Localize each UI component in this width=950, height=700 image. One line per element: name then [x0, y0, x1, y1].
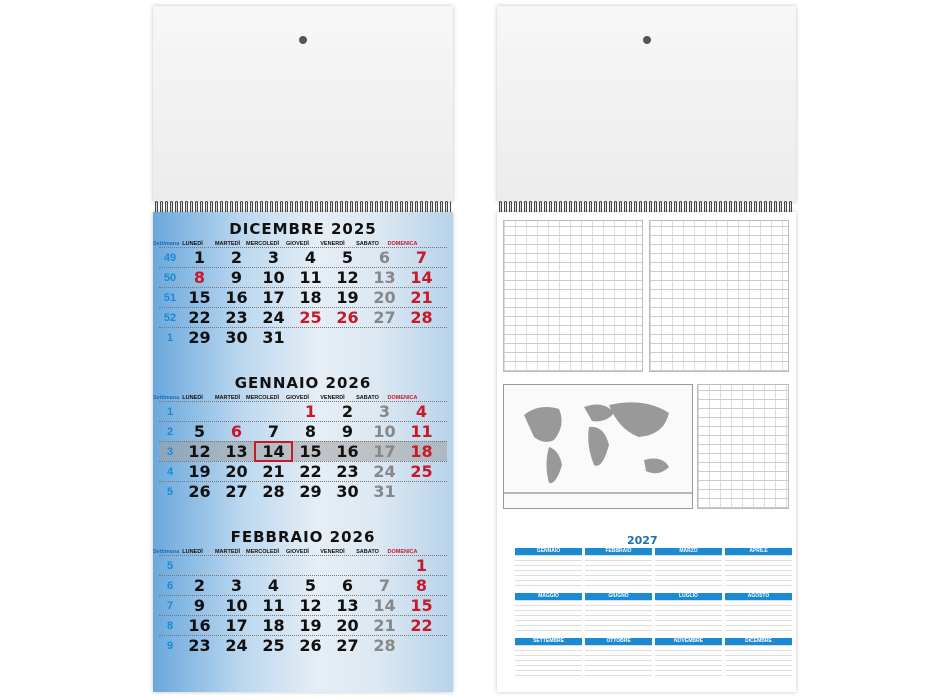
day-cell: 24: [225, 636, 248, 655]
week-number: 2: [166, 425, 174, 438]
weekday-header: GIOVEDÌ: [286, 549, 309, 555]
week-number: 7: [166, 599, 174, 612]
day-cell: 18: [262, 616, 285, 635]
mini-month: [585, 638, 652, 680]
week-number: 51: [163, 291, 177, 304]
day-cell: 30: [225, 328, 248, 347]
day-cell: 28: [410, 308, 433, 327]
day-cell: 13: [373, 268, 396, 287]
week-number: 1: [166, 331, 174, 344]
day-cell: 1: [193, 248, 206, 267]
day-cell: 28: [262, 482, 285, 501]
day-cell: 9: [230, 268, 243, 287]
day-cell: 6: [378, 248, 391, 267]
holiday-table-left: [503, 220, 643, 372]
week-row: [159, 555, 447, 575]
day-cell: 14: [255, 442, 292, 461]
day-cell: 14: [373, 596, 396, 615]
three-month-calendar: [153, 212, 453, 692]
month-title: FEBBRAIO 2026: [230, 528, 376, 546]
day-cell: 20: [225, 462, 248, 481]
day-cell: 10: [262, 268, 285, 287]
week-number: 4: [166, 465, 174, 478]
weekday-header: MERCOLEDÌ: [246, 549, 279, 555]
day-cell: 3: [267, 248, 280, 267]
week-row: [159, 307, 447, 327]
week-number: 1: [166, 405, 174, 418]
mini-month: [725, 548, 792, 590]
day-cell: 8: [415, 576, 428, 595]
mini-month: [585, 548, 652, 590]
day-cell: 5: [304, 576, 317, 595]
day-cell: 19: [299, 616, 322, 635]
mini-month-grid: [655, 645, 722, 680]
day-cell: 21: [373, 616, 396, 635]
day-cell: 7: [378, 576, 391, 595]
week-row: [159, 327, 447, 347]
week-row: [159, 461, 447, 481]
mini-month-grid: [585, 600, 652, 635]
day-cell: 16: [225, 288, 248, 307]
day-cell: 3: [378, 402, 391, 421]
day-cell: 20: [373, 288, 396, 307]
weekday-header: MERCOLEDÌ: [246, 395, 279, 401]
weekday-header: SABATO: [356, 241, 379, 247]
weekday-header-row: [153, 395, 453, 401]
week-number: 52: [163, 311, 177, 324]
mini-month-title: GENNAIO: [515, 548, 582, 555]
day-cell: 28: [373, 636, 396, 655]
mini-month-grid: [725, 645, 792, 680]
day-cell: 9: [341, 422, 354, 441]
weekday-header: VENERDÌ: [320, 549, 345, 555]
mini-month: [655, 548, 722, 590]
week-row: [159, 575, 447, 595]
day-cell: 26: [188, 482, 211, 501]
world-timezone-map: [503, 384, 693, 509]
day-cell: 24: [373, 462, 396, 481]
day-cell: 7: [415, 248, 428, 267]
week-row: [159, 635, 447, 655]
week-number: 8: [166, 619, 174, 632]
day-cell: 17: [262, 288, 285, 307]
week-row: [159, 247, 447, 267]
week-row: [159, 267, 447, 287]
month-block: [153, 374, 453, 501]
mini-month-title: LUGLIO: [655, 593, 722, 600]
day-cell: 11: [262, 596, 285, 615]
week-number: 5: [166, 485, 174, 498]
day-cell: 6: [341, 576, 354, 595]
month-title: DICEMBRE 2025: [229, 220, 377, 238]
mini-month-grid: [515, 555, 582, 590]
month-block: [153, 220, 453, 347]
day-cell: 27: [373, 308, 396, 327]
weekday-header: LUNEDÌ: [182, 549, 203, 555]
week-row: [159, 441, 447, 461]
weekday-header-row: [153, 549, 453, 555]
mini-month: [655, 638, 722, 680]
mini-month-title: MARZO: [655, 548, 722, 555]
week-number: 6: [166, 579, 174, 592]
day-cell: 21: [262, 462, 285, 481]
weekday-header: SABATO: [356, 395, 379, 401]
day-cell: 29: [188, 328, 211, 347]
day-cell: 20: [336, 616, 359, 635]
mini-year-title: 2027: [627, 534, 658, 547]
mini-month: [515, 548, 582, 590]
day-cell: 1: [304, 402, 317, 421]
day-cell: 22: [188, 308, 211, 327]
day-cell: 22: [299, 462, 322, 481]
day-cell: 6: [230, 422, 243, 441]
weekday-header: LUNEDÌ: [182, 395, 203, 401]
weekday-header: Settimana: [153, 549, 180, 555]
day-cell: 3: [230, 576, 243, 595]
day-cell: 25: [410, 462, 433, 481]
mini-month-title: OTTOBRE: [585, 638, 652, 645]
day-cell: 26: [336, 308, 359, 327]
day-cell: 7: [267, 422, 280, 441]
mini-month-title: SETTEMBRE: [515, 638, 582, 645]
day-cell: 9: [193, 596, 206, 615]
day-cell: 2: [230, 248, 243, 267]
day-cell: 4: [304, 248, 317, 267]
weekday-header: DOMENICA: [387, 395, 418, 401]
month-block: [153, 528, 453, 655]
mini-month-grid: [515, 645, 582, 680]
weekday-header: Settimana: [153, 395, 180, 401]
weekday-header: DOMENICA: [387, 241, 418, 247]
right-calendar-header-board: [497, 6, 796, 202]
week-number: 3: [166, 445, 174, 458]
day-cell: 17: [373, 442, 396, 461]
day-cell: 23: [336, 462, 359, 481]
mini-month: [515, 638, 582, 680]
day-cell: 12: [336, 268, 359, 287]
weekday-header-row: [153, 241, 453, 247]
week-row: [159, 595, 447, 615]
day-cell: 27: [225, 482, 248, 501]
week-number: 50: [163, 271, 177, 284]
left-calendar-header-board: [153, 6, 453, 202]
mini-month-title: MAGGIO: [515, 593, 582, 600]
day-cell: 11: [410, 422, 433, 441]
mini-month-grid: [655, 600, 722, 635]
world-map-icon: [504, 385, 692, 508]
day-cell: 16: [336, 442, 359, 461]
weekday-header: VENERDÌ: [320, 395, 345, 401]
day-cell: 26: [299, 636, 322, 655]
day-cell: 29: [299, 482, 322, 501]
weekday-header: MERCOLEDÌ: [246, 241, 279, 247]
mini-month-grid: [585, 555, 652, 590]
week-row: [159, 287, 447, 307]
calendar-back-side: [497, 212, 796, 692]
weekday-header: GIOVEDÌ: [286, 395, 309, 401]
mini-month: [655, 593, 722, 635]
weekday-header: MARTEDÌ: [214, 241, 241, 247]
week-number: 9: [166, 639, 174, 652]
mini-month-title: DICEMBRE: [725, 638, 792, 645]
week-number: 5: [166, 559, 174, 572]
day-cell: 31: [262, 328, 285, 347]
mini-month-title: FEBBRAIO: [585, 548, 652, 555]
day-cell: 2: [341, 402, 354, 421]
day-cell: 27: [336, 636, 359, 655]
day-cell: 24: [262, 308, 285, 327]
week-row: [159, 481, 447, 501]
weekday-header: Settimana: [153, 241, 180, 247]
mini-month-title: GIUGNO: [585, 593, 652, 600]
weekday-header: MARTEDÌ: [214, 549, 241, 555]
weekday-header: VENERDÌ: [320, 241, 345, 247]
day-cell: 18: [299, 288, 322, 307]
mini-month: [585, 593, 652, 635]
day-cell: 8: [304, 422, 317, 441]
day-cell: 23: [225, 308, 248, 327]
weekday-header: LUNEDÌ: [182, 241, 203, 247]
day-cell: 25: [299, 308, 322, 327]
day-cell: 2: [193, 576, 206, 595]
month-title: GENNAIO 2026: [234, 374, 372, 392]
day-cell: 10: [373, 422, 396, 441]
day-cell: 15: [410, 596, 433, 615]
day-cell: 19: [188, 462, 211, 481]
day-cell: 4: [267, 576, 280, 595]
day-cell: 22: [410, 616, 433, 635]
mini-month-grid: [725, 600, 792, 635]
weekday-header: GIOVEDÌ: [286, 241, 309, 247]
day-cell: 17: [225, 616, 248, 635]
hanging-hole: [299, 36, 307, 44]
day-cell: 4: [415, 402, 428, 421]
day-cell: 5: [341, 248, 354, 267]
day-cell: 13: [225, 442, 248, 461]
holiday-table-right: [649, 220, 789, 372]
day-cell: 23: [188, 636, 211, 655]
day-cell: 25: [262, 636, 285, 655]
mini-month-title: NOVEMBRE: [655, 638, 722, 645]
day-cell: 14: [410, 268, 433, 287]
day-cell: 8: [193, 268, 206, 287]
day-cell: 11: [299, 268, 322, 287]
day-cell: 10: [225, 596, 248, 615]
day-cell: 12: [299, 596, 322, 615]
day-cell: 31: [373, 482, 396, 501]
week-number: 49: [163, 251, 177, 264]
day-cell: 19: [336, 288, 359, 307]
weekday-header: SABATO: [356, 549, 379, 555]
day-cell: 12: [188, 442, 211, 461]
day-cell: 1: [415, 556, 428, 575]
week-row: [159, 401, 447, 421]
mini-month-grid: [515, 600, 582, 635]
day-cell: 15: [299, 442, 322, 461]
mini-month-grid: [585, 645, 652, 680]
mini-month-grid: [655, 555, 722, 590]
mini-month-title: AGOSTO: [725, 593, 792, 600]
mini-month-title: APRILE: [725, 548, 792, 555]
weekday-header: MARTEDÌ: [214, 395, 241, 401]
day-cell: 5: [193, 422, 206, 441]
mini-month-grid: [725, 555, 792, 590]
day-cell: 15: [188, 288, 211, 307]
weekday-header: DOMENICA: [387, 549, 418, 555]
day-cell: 21: [410, 288, 433, 307]
mini-month: [725, 638, 792, 680]
day-cell: 18: [410, 442, 433, 461]
week-row: [159, 421, 447, 441]
hanging-hole: [643, 36, 651, 44]
day-cell: 16: [188, 616, 211, 635]
day-cell: 30: [336, 482, 359, 501]
week-row: [159, 615, 447, 635]
mini-month: [725, 593, 792, 635]
mini-month: [515, 593, 582, 635]
day-cell: 13: [336, 596, 359, 615]
timezone-list: [697, 384, 789, 509]
